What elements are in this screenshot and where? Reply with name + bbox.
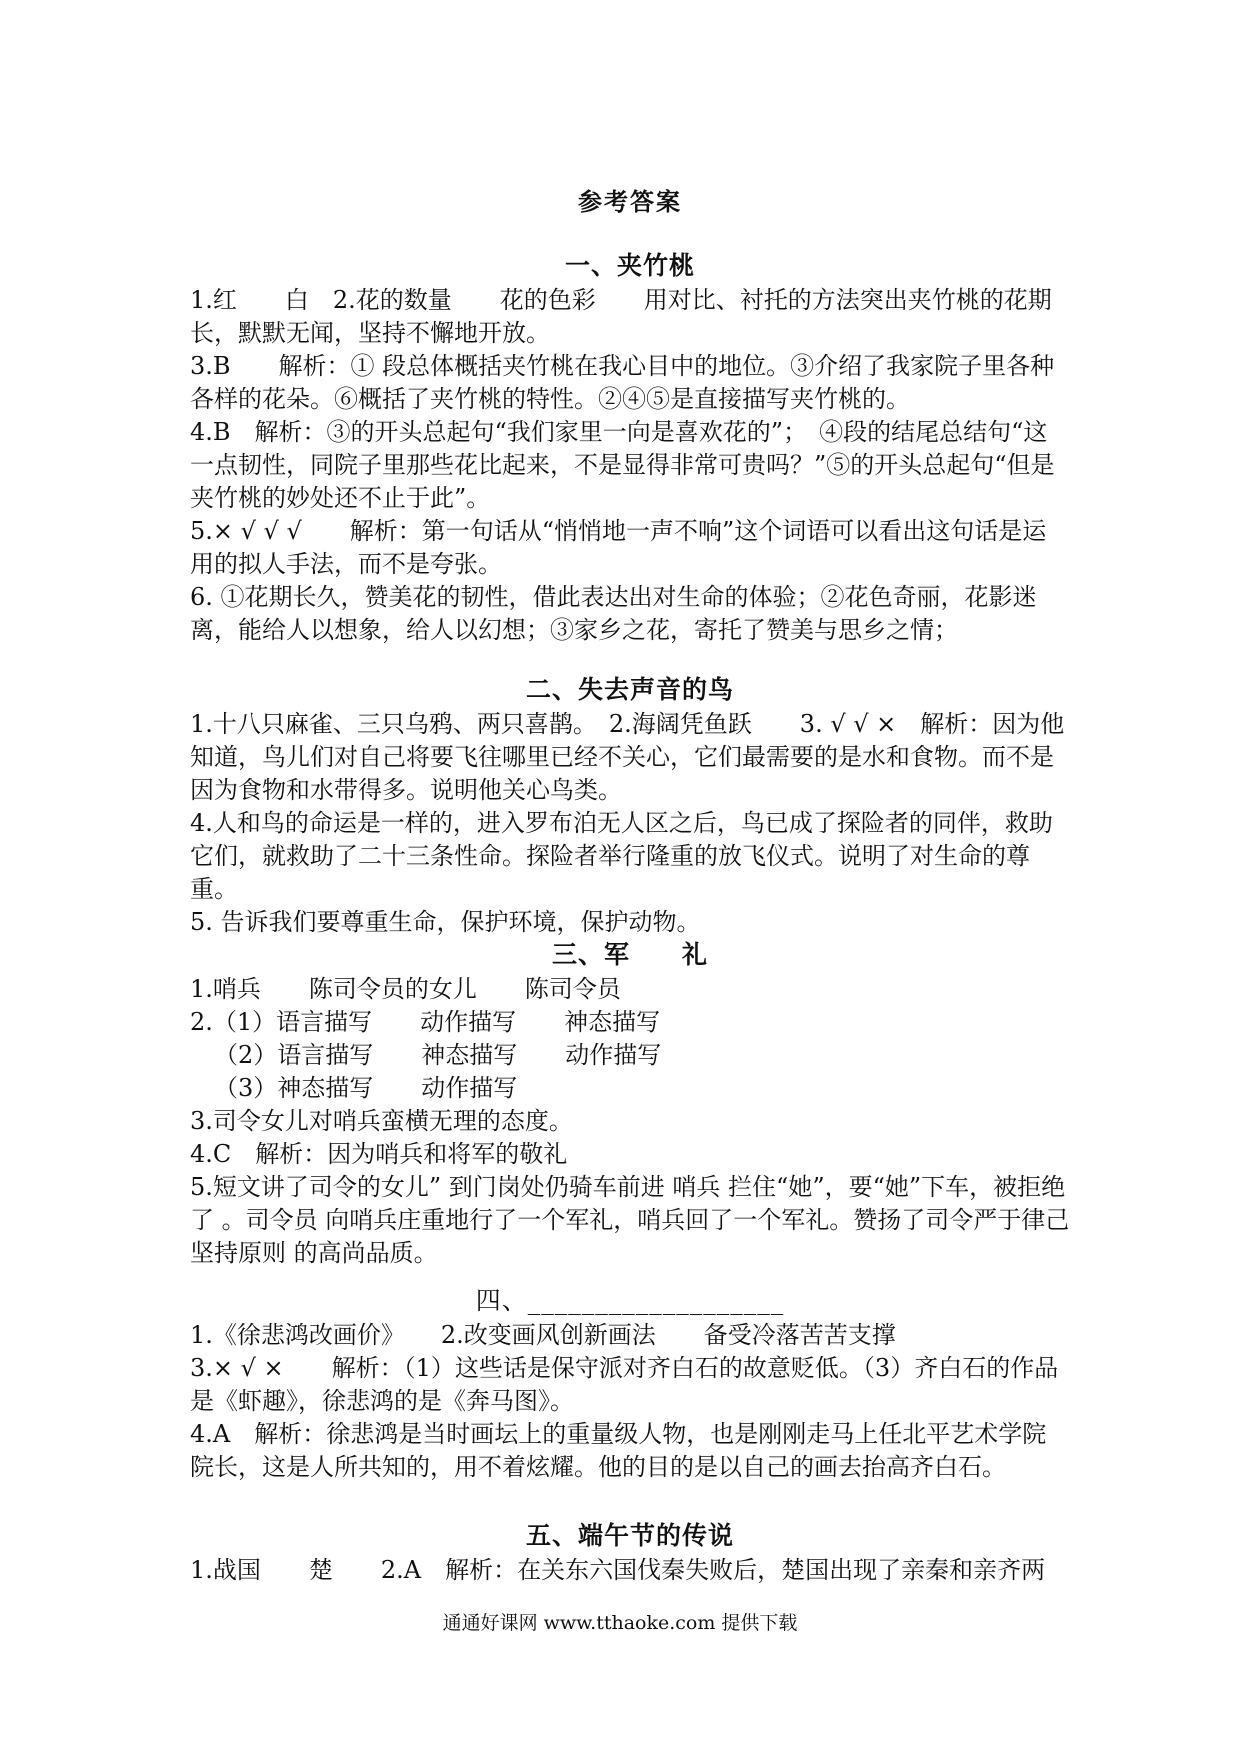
answer-paragraph: （3）神态描写 动作描写 [214,1074,518,1102]
document-title: 参考答案 [578,187,682,216]
answer-paragraph: 2.（1）语言描写 动作描写 神态描写 [190,1008,661,1036]
section-title: 一、夹竹桃 [564,251,695,280]
section-5 [190,1518,1070,1587]
answer-paragraph: 3.司令女儿对哨兵蛮横无理的态度。 [190,1107,573,1135]
answer-paragraph: 1.战国 楚 2.A 解析：在关东六国伐秦失败后，楚国出现了亲秦和亲齐两 [190,1556,1046,1584]
answer-paragraph: 5.短文讲了司令的女儿” 到门岗处仍骑车前进 哨兵 拦住“她”，要“她”下车，被拒绝了 。司令员 向哨兵庄重地行了一个军礼，哨兵回了一个军礼。赞扬了司令严于律己 坚持原则 的高尚品质。 [190,1173,1077,1267]
answer-paragraph: 1.哨兵 陈司令员的女儿 陈司令员 [190,975,621,1003]
section-title: 四、___________________ [475,1286,785,1315]
answer-paragraph: 4.人和鸟的命运是一样的，进入罗布泊无人区之后，鸟已成了探险者的同伴，救助它们，就救助了二十三条性命。探险者举行隆重的放飞仪式。说明了对生命的尊重。 [190,809,1053,903]
section-2 [190,672,1070,939]
section-title: 五、端午节的传说 [525,1521,734,1550]
section-3 [190,937,1077,1270]
answer-paragraph: 6. ①花期长久，赞美花的韧性，借此表达出对生命的体验；②花色奇丽，花影迷离，能给人以想象，给人以幻想；③家乡之花，寄托了赞美与思乡之情； [190,583,1037,644]
answer-paragraph: 3.× √ × 解析：（1）这些话是保守派对齐白石的故意贬低。（3）齐白石的作品是《虾趣》，徐悲鸿的是《奔马图》。 [190,1354,1059,1415]
answer-paragraph: 5.× √ √ √ 解析：第一句话从“悄悄地一声不响”这个词语可以看出这句话是运用的拟人手法，而不是夸张。 [190,517,1047,578]
answer-paragraph: 4.B 解析：③的开头总起句“我们家里一向是喜欢花的”； ④段的结尾总结句“这一点韧性，同院子里那些花比起来，不是显得非常可贵吗？”⑤的开头总起句“但是夹竹桃的妙处还不止于此”。 [190,418,1055,512]
answer-paragraph: 1.《徐悲鸿改画价》 2.改变画风创新画法 备受冷落苦苦支撑 [190,1321,896,1349]
section-4 [190,1283,1070,1484]
section-1 [190,248,1070,647]
section-title: 二、失去声音的鸟 [525,675,734,704]
answer-paragraph: 1.红 白 2.花的数量 花的色彩 用对比、衬托的方法突出夹竹桃的花期长，默默无闻，坚持不懈地开放。 [190,286,1052,347]
answer-paragraph: 1.十八只麻雀、三只乌鸦、两只喜鹊。 2.海阔凭鱼跃 3. √ √ × 解析：因为他知道，鸟儿们对自己将要飞往哪里已经不关心，它们最需要的是水和食物。而不是因为食物和水带得多。说明他关心鸟类。 [190,710,1065,804]
answer-paragraph: （2）语言描写 神态描写 动作描写 [214,1041,662,1069]
answer-paragraph: 5. 告诉我们要尊重生命，保护环境，保护动物。 [190,908,701,936]
answer-paragraph: 4.C 解析：因为哨兵和将军的敬礼 [190,1140,568,1168]
document-page [190,0,1077,1754]
section-title: 三、军 礼 [551,940,708,969]
answer-paragraph: 4.A 解析：徐悲鸿是当时画坛上的重量级人物，也是刚刚走马上任北平艺术学院院长，这是人所共知的，用不着炫耀。他的目的是以自己的画去抬高齐白石。 [190,1420,1047,1481]
footer-download-note: 通通好课网 www.tthaoke.com 提供下载 [442,1612,798,1634]
answer-paragraph: 3.B 解析：① 段总体概括夹竹桃在我心目中的地位。③介绍了我家院子里各种各样的花朵。⑥概括了夹竹桃的特性。②④⑤是直接描写夹竹桃的。 [190,352,1055,413]
